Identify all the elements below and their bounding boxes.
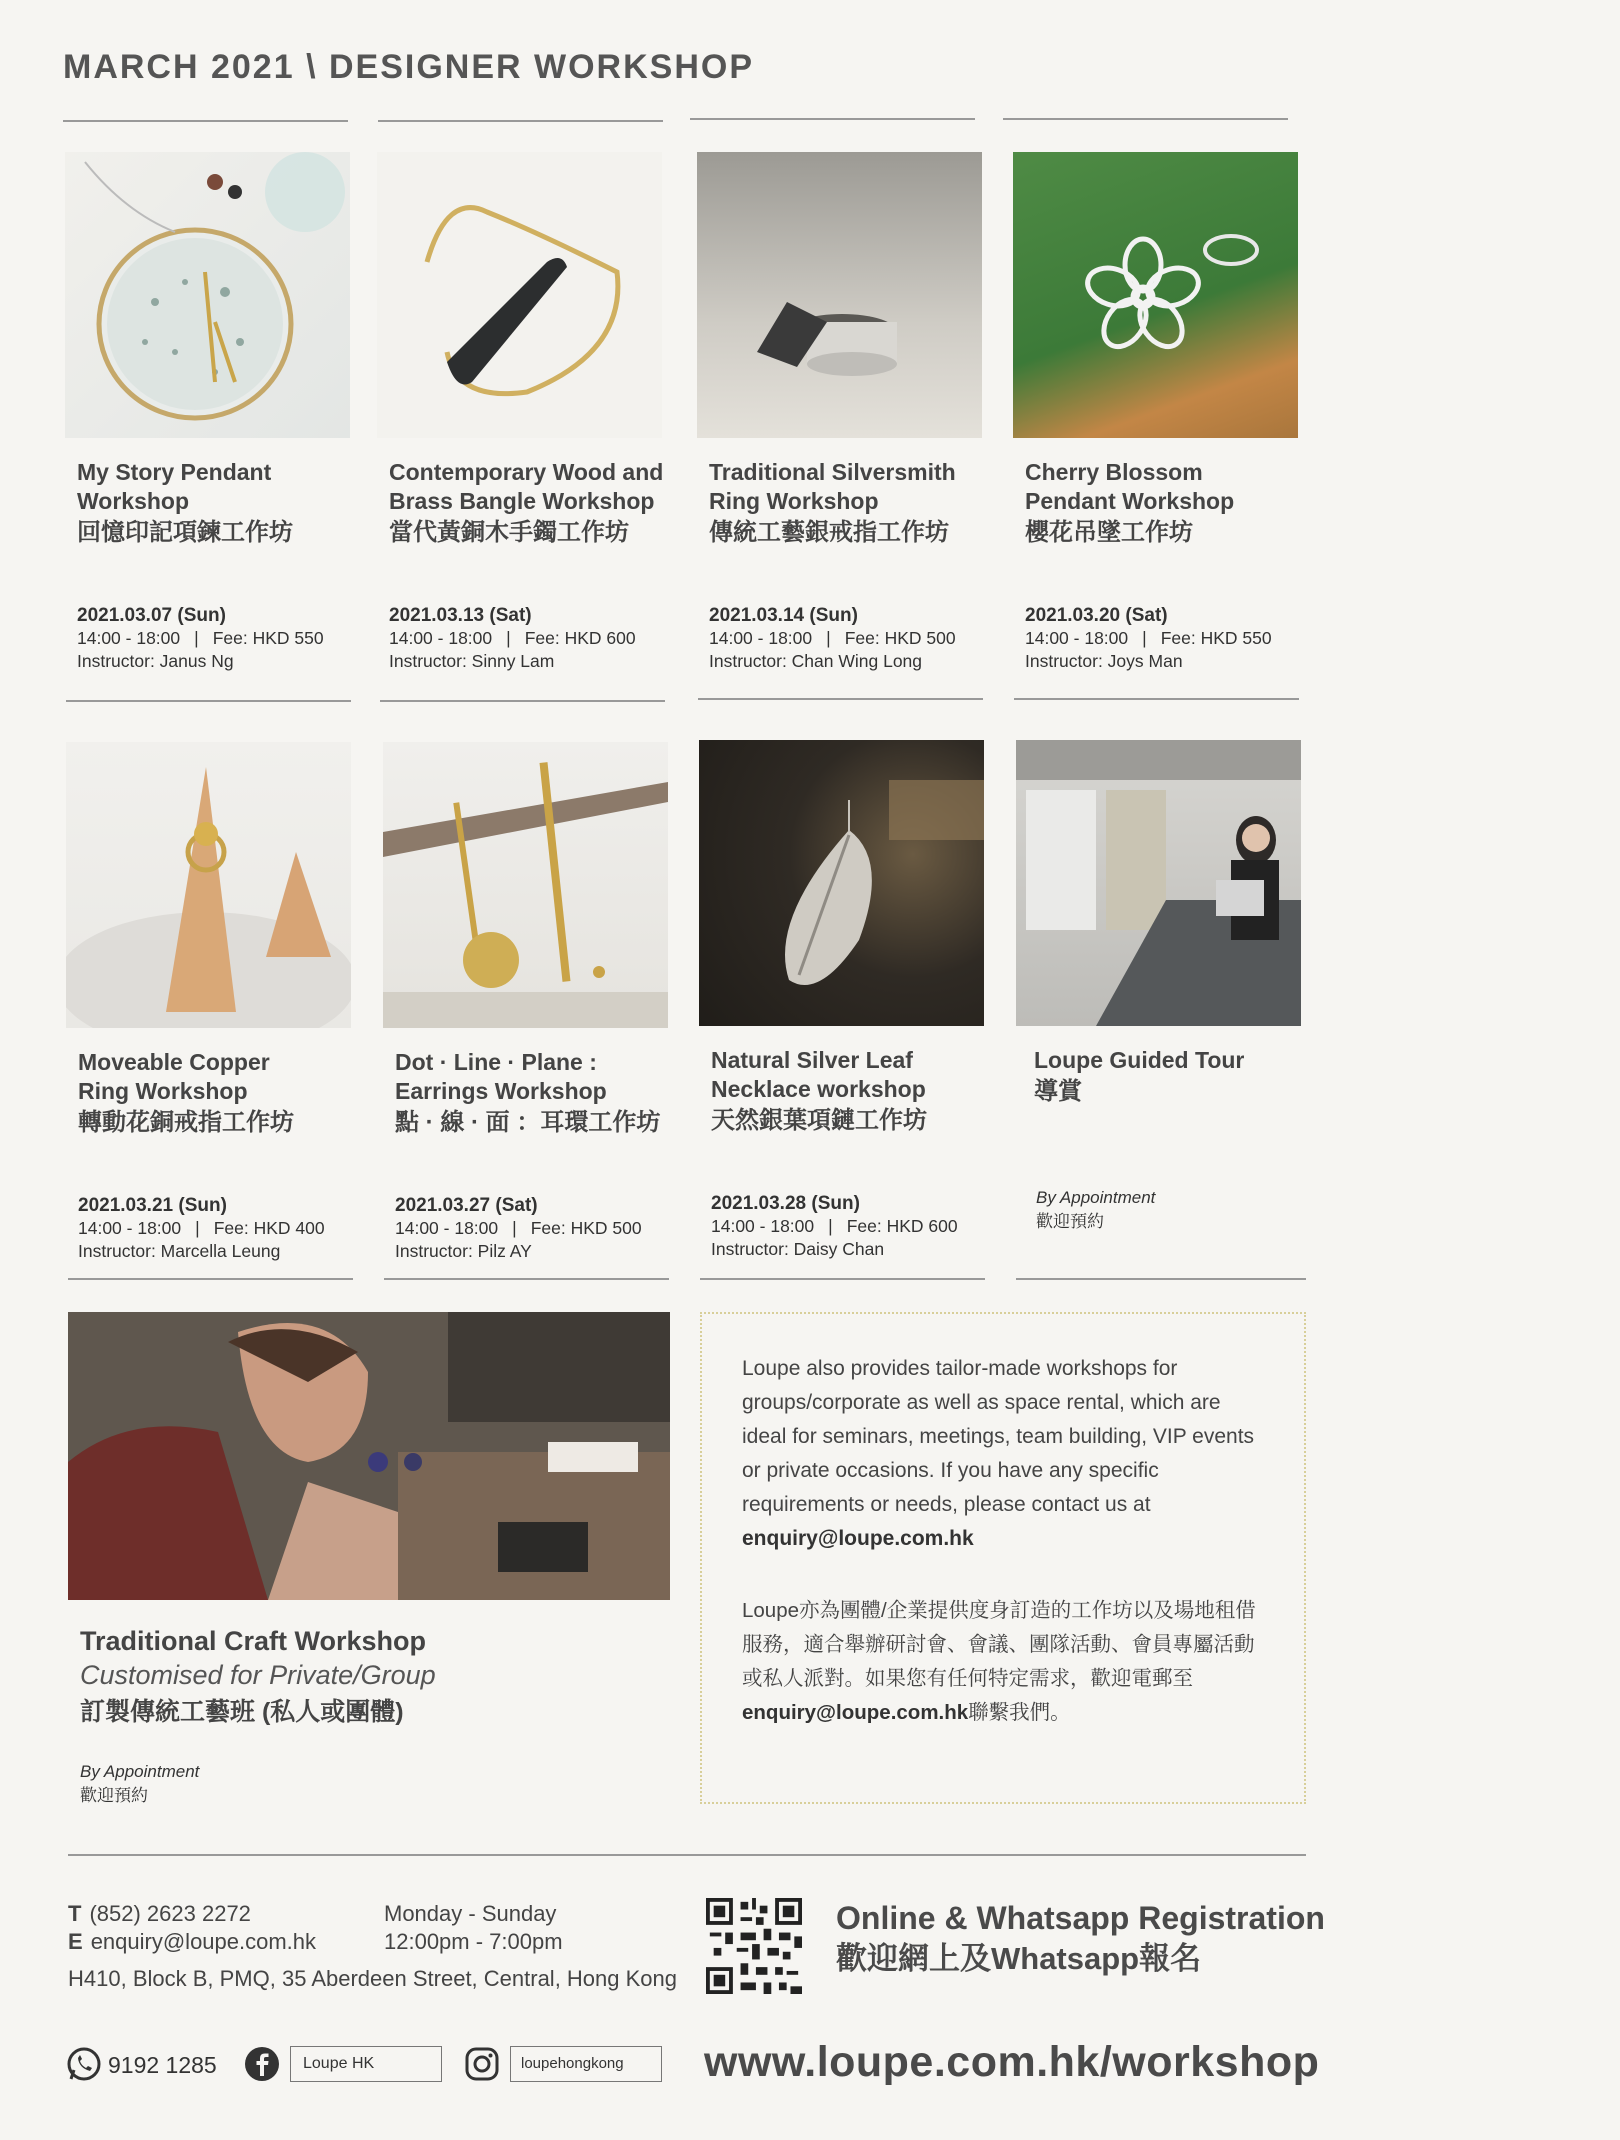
workshop-photo	[66, 742, 351, 1028]
row-rule-5	[68, 1278, 353, 1280]
workshop-fee: Fee: HKD 400	[213, 1218, 325, 1238]
workshop-fee: Fee: HKD 600	[846, 1216, 958, 1236]
craft-subtitle-en: Customised for Private/Group	[80, 1660, 436, 1690]
workshop-fee: Fee: HKD 500	[530, 1218, 642, 1238]
separator: |	[826, 628, 831, 648]
workshop-card	[383, 742, 668, 1272]
info-body-zh: Loupe亦為團體/企業提供度身訂造的工作坊以及場地租借服務，適合舉辦研討會、會議、團隊活動、會員專屬活動或私人派對。如果您有任何特定需求，歡迎電郵至	[742, 1599, 1256, 1690]
workshop-card	[1016, 740, 1301, 1270]
workshop-time: 14:00 - 18:00	[78, 1218, 182, 1238]
workshop-date: 2021.03.07 (Sun)	[77, 605, 226, 626]
workshop-date: 2021.03.14 (Sun)	[709, 605, 858, 626]
workshop-photo	[1013, 152, 1298, 438]
website-link[interactable]: www.loupe.com.hk/workshop	[704, 2038, 1320, 2086]
workshop-title-en: Moveable Copper Ring Workshop	[78, 1049, 270, 1104]
craft-title-en: Traditional Craft Workshop	[80, 1626, 427, 1656]
separator: |	[194, 628, 199, 648]
workshop-photo	[377, 152, 662, 438]
row-rule-8	[1016, 1278, 1306, 1280]
row-rule-3	[698, 698, 983, 700]
row-rule-4	[1014, 698, 1299, 700]
opening-hours	[384, 1900, 563, 1956]
facebook-handle[interactable]: Loupe HK	[290, 2046, 442, 2082]
workshop-instructor: Instructor: Joys Man	[1025, 651, 1183, 671]
top-rule-2	[378, 120, 663, 122]
social-row	[66, 2046, 666, 2084]
info-box	[700, 1312, 1306, 1804]
whatsapp-number[interactable]: 9192 1285	[108, 2052, 217, 2078]
registration-block	[836, 1898, 1325, 1980]
workshop-time: 14:00 - 18:00	[395, 1218, 499, 1238]
opening-time: 12:00pm - 7:00pm	[384, 1929, 563, 1954]
workshop-fee: Fee: HKD 600	[524, 628, 636, 648]
top-rule-1	[63, 120, 348, 122]
footer-rule	[68, 1854, 1306, 1856]
workshop-card	[66, 742, 351, 1272]
contact-block	[68, 1900, 316, 1956]
whatsapp-icon[interactable]	[66, 2046, 102, 2082]
workshop-fee: Fee: HKD 550	[1160, 628, 1272, 648]
craft-appointment-en: By Appointment	[80, 1762, 200, 1781]
workshop-title-zh: 櫻花吊墜工作坊	[1025, 519, 1193, 546]
workshop-card	[65, 152, 350, 697]
row-rule-7	[700, 1278, 985, 1280]
workshop-instructor: Instructor: Janus Ng	[77, 651, 234, 671]
workshop-instructor: Instructor: Pilz AY	[395, 1241, 532, 1261]
separator: |	[195, 1218, 200, 1238]
instagram-handle[interactable]: loupehongkong	[510, 2046, 662, 2082]
page-title: MARCH 2021 \ DESIGNER WORKSHOP	[63, 48, 754, 86]
workshop-title-en: My Story Pendant Workshop	[77, 459, 272, 514]
registration-zh: 歡迎網上及Whatsapp報名	[836, 1941, 1202, 1976]
separator: |	[828, 1216, 833, 1236]
info-text-zh	[742, 1594, 1264, 1730]
workshop-title-zh: 回憶印記項鍊工作坊	[77, 519, 293, 546]
craft-appointment-zh: 歡迎預約	[80, 1786, 148, 1805]
workshop-title-zh: 轉動花銅戒指工作坊	[78, 1109, 294, 1136]
workshop-photo	[383, 742, 668, 1028]
workshop-instructor: Instructor: Daisy Chan	[711, 1239, 885, 1259]
workshop-title-en: Dot · Line · Plane : Earrings Workshop	[395, 1049, 607, 1104]
workshop-title-en: Natural Silver Leaf Necklace workshop	[711, 1047, 926, 1102]
workshop-fee: Fee: HKD 500	[844, 628, 956, 648]
workshop-photo	[699, 740, 984, 1026]
workshop-photo	[65, 152, 350, 438]
info-text-en	[742, 1352, 1264, 1556]
workshop-title-en: Traditional Silversmith Ring Workshop	[709, 459, 956, 514]
tel-key: T	[68, 1901, 82, 1926]
workshop-date: 2021.03.21 (Sun)	[78, 1195, 227, 1216]
info-email-en[interactable]: enquiry@loupe.com.hk	[742, 1527, 974, 1550]
email-key: E	[68, 1929, 83, 1954]
workshop-card	[697, 152, 982, 697]
workshop-title-zh: 天然銀葉項鏈工作坊	[711, 1107, 927, 1134]
workshop-date: 2021.03.28 (Sun)	[711, 1193, 860, 1214]
workshop-date: 2021.03.13 (Sat)	[389, 605, 532, 626]
workshop-instructor: Instructor: Sinny Lam	[389, 651, 555, 671]
workshop-instructor: Instructor: Chan Wing Long	[709, 651, 923, 671]
row-rule-6	[384, 1278, 669, 1280]
info-email-zh[interactable]: enquiry@loupe.com.hk	[742, 1701, 969, 1724]
tel-number[interactable]: (852) 2623 2272	[89, 1901, 251, 1926]
workshop-instructor: Instructor: Marcella Leung	[78, 1241, 281, 1261]
instagram-icon[interactable]	[464, 2046, 500, 2082]
row-rule-1	[66, 700, 351, 702]
top-rule-4	[1003, 118, 1288, 120]
workshop-title-zh: 導賞	[1034, 1078, 1082, 1105]
separator: |	[506, 628, 511, 648]
craft-title-zh: 訂製傳統工藝班 (私人或團體)	[80, 1698, 404, 1726]
workshop-photo	[1016, 740, 1301, 1026]
workshop-title-en: Contemporary Wood and Brass Bangle Workshop	[389, 459, 664, 514]
workshop-title-en: Cherry Blossom Pendant Workshop	[1025, 459, 1235, 514]
separator: |	[512, 1218, 517, 1238]
facebook-icon[interactable]	[244, 2046, 280, 2082]
appointment-zh: 歡迎預約	[1036, 1212, 1104, 1231]
top-rule-3	[690, 118, 975, 120]
workshop-title-en: Loupe Guided Tour	[1034, 1047, 1245, 1073]
workshop-title-zh: 當代黃銅木手鐲工作坊	[389, 519, 629, 546]
workshop-fee: Fee: HKD 550	[212, 628, 324, 648]
workshop-time: 14:00 - 18:00	[77, 628, 181, 648]
workshop-time: 14:00 - 18:00	[709, 628, 813, 648]
workshop-time: 14:00 - 18:00	[1025, 628, 1129, 648]
appointment-en: By Appointment	[1036, 1188, 1156, 1207]
craft-photo	[68, 1312, 670, 1600]
contact-email[interactable]: enquiry@loupe.com.hk	[90, 1929, 317, 1954]
workshop-photo	[697, 152, 982, 438]
workshop-time: 14:00 - 18:00	[389, 628, 493, 648]
workshop-card	[1013, 152, 1298, 697]
info-tail-zh: 聯繫我們。	[968, 1701, 1071, 1724]
row-rule-2	[380, 700, 665, 702]
address: H410, Block B, PMQ, 35 Aberdeen Street, Central, Hong Kong	[68, 1966, 678, 1991]
workshop-date: 2021.03.27 (Sat)	[395, 1195, 538, 1216]
separator: |	[1142, 628, 1147, 648]
workshop-date: 2021.03.20 (Sat)	[1025, 605, 1168, 626]
workshop-title-zh: 傳統工藝銀戒指工作坊	[709, 519, 949, 546]
workshop-title-zh: 點 · 線 · 面 ：耳環工作坊	[395, 1109, 661, 1136]
workshop-time: 14:00 - 18:00	[711, 1216, 815, 1236]
workshop-card	[377, 152, 662, 697]
qr-code[interactable]	[706, 1898, 802, 1994]
opening-days: Monday - Sunday	[384, 1901, 557, 1926]
info-body-en: Loupe also provides tailor-made workshops for groups/corporate as well as space rental, which are ideal for seminars, meetings, team building, VIP events or private occasions. If you have any specific requirements or needs, please contact us at	[742, 1357, 1255, 1516]
workshop-card	[699, 740, 984, 1270]
registration-en: Online & Whatsapp Registration	[836, 1900, 1325, 1936]
